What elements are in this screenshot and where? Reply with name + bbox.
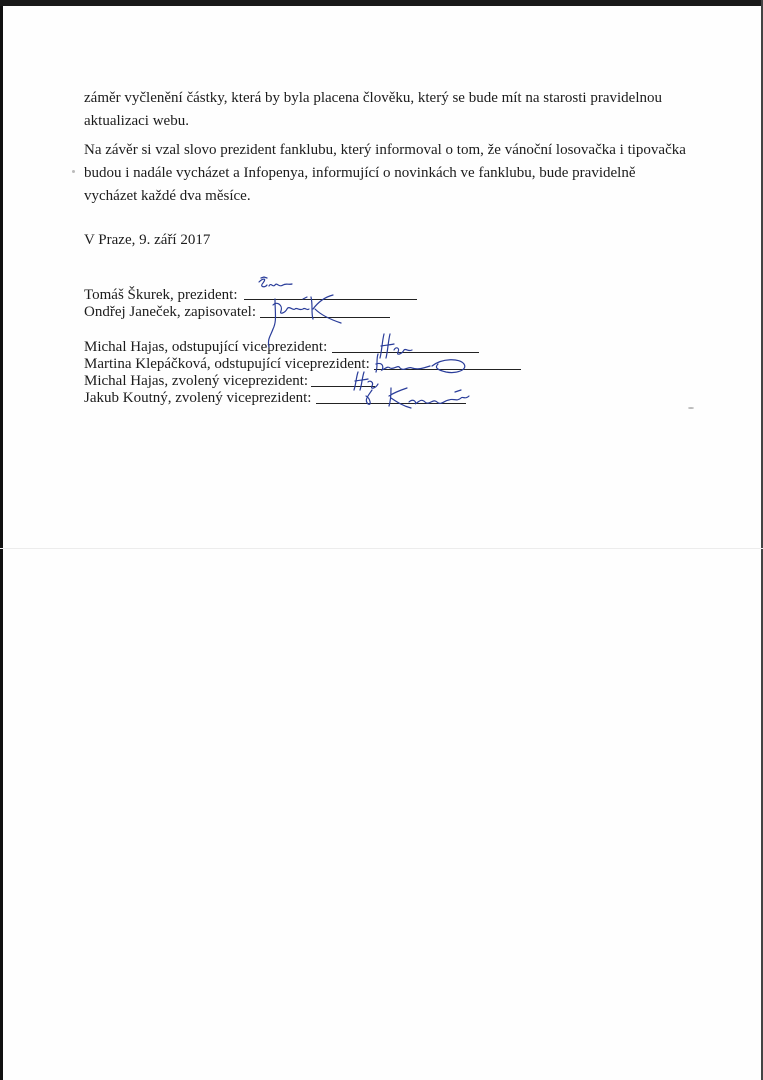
signatory-label: Martina Klepáčková, odstupující viceprezident:	[84, 356, 370, 372]
handwritten-signature	[263, 291, 349, 355]
handwritten-signature	[385, 384, 475, 414]
handwritten-signature	[372, 350, 472, 378]
scan-edge-top	[0, 0, 763, 6]
date-place-line: V Praze, 9. září 2017	[84, 232, 211, 248]
paragraph-line: vycházet každé dva měsíce.	[84, 188, 251, 204]
paragraph-web-update	[84, 87, 662, 133]
paragraph-line: aktualizaci webu.	[84, 113, 189, 129]
signatory-label: Jakub Koutný, zvolený viceprezident:	[84, 390, 312, 406]
signatory-label: Ondřej Janeček, zapisovatel:	[84, 304, 257, 320]
signatory-label: Michal Hajas, zvolený viceprezident:	[84, 373, 309, 389]
paper-fold-line	[0, 548, 763, 549]
paragraph-line: Na závěr si vzal slovo prezident fanklubu, který informoval o tom, že vánoční losovačka i tipovačka	[84, 142, 686, 158]
paragraph-line: budou i nadále vycházet a Infopenya, informující o novinkách ve fanklubu, bude pravidelně	[84, 165, 636, 181]
paragraph-president-closing	[84, 139, 686, 208]
paragraph-line: záměr vyčlenění částky, která by byla placena člověku, který se bude mít na starosti pravidelnou	[84, 90, 662, 106]
scan-speck	[72, 170, 75, 173]
signatory-label: Tomáš Škurek, prezident:	[84, 287, 238, 303]
handwritten-signature	[350, 368, 384, 408]
scan-speck	[688, 407, 694, 409]
signatory-label: Michal Hajas, odstupující viceprezident:	[84, 339, 328, 355]
scan-edge-left	[0, 0, 3, 1080]
